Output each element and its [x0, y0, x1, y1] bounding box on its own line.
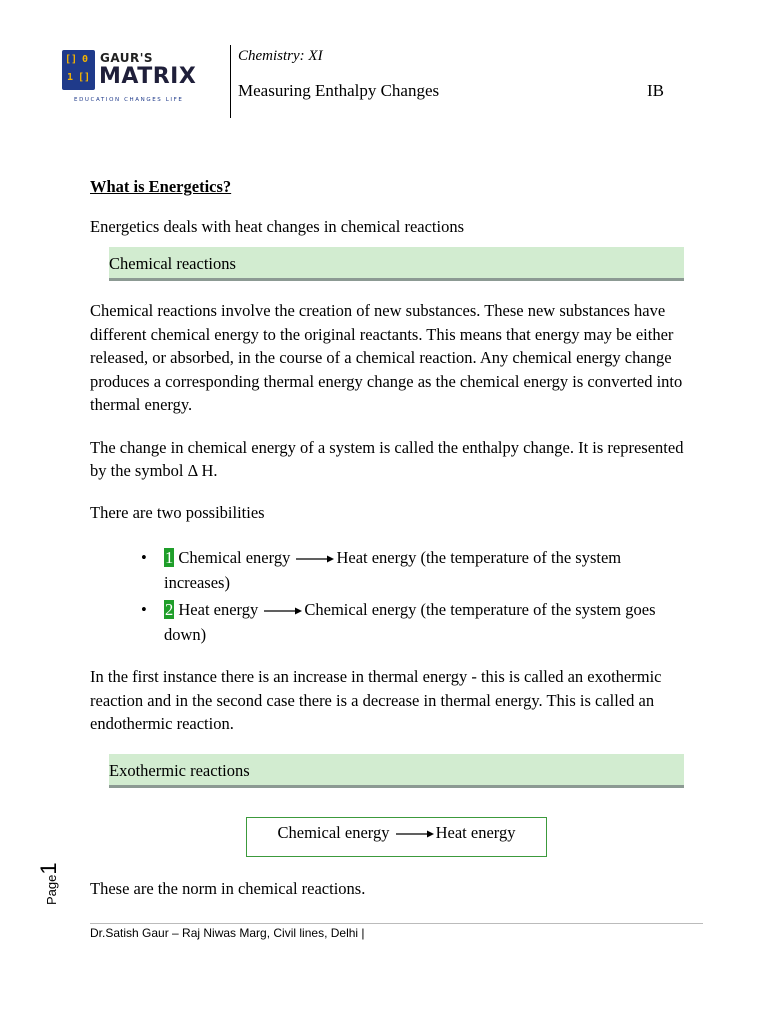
intro-paragraph: Energetics deals with heat changes in chemical reactions: [90, 216, 465, 236]
header-subject: Chemistry: XI: [238, 48, 323, 64]
possibilities-list: [90, 545, 690, 647]
section-bar-exothermic-reactions: [109, 754, 684, 788]
item-number-badge: 1: [165, 548, 174, 567]
page-word: Page: [44, 874, 59, 905]
item-number-badge: 2: [165, 600, 174, 619]
logo-cell: 0: [82, 54, 89, 65]
page-heading: What is Energetics?: [90, 177, 232, 196]
section-bar-chemical-reactions: [109, 247, 684, 281]
logo-cell: 1: [67, 72, 74, 83]
paragraph: There are two possibilities: [90, 502, 265, 522]
logo-brand-top: GAUR'S: [100, 51, 154, 65]
header-title: Measuring Enthalpy Changes: [238, 81, 440, 100]
document-body: [90, 175, 690, 788]
bullet-icon: •: [141, 548, 147, 567]
paragraph: The change in chemical energy of a system is called the enthalpy change. It is represented by the symbol Δ H.: [90, 437, 684, 480]
list-item: [90, 545, 690, 595]
equation-from: Chemical energy: [277, 823, 390, 842]
page-number: [36, 862, 62, 905]
list-item: [90, 597, 690, 647]
bullet-icon: •: [141, 600, 147, 619]
equation-box: [246, 817, 547, 857]
logo-brand-main: MATRIX: [99, 64, 197, 89]
section-title: Exothermic reactions: [109, 760, 250, 780]
header-divider: [230, 45, 231, 118]
header-level: IB: [647, 81, 664, 100]
equation-to: Heat energy: [435, 823, 516, 842]
arrow-right-icon: [396, 829, 434, 839]
arrow-right-icon: [296, 554, 334, 564]
paragraph: In the first instance there is an increase in thermal energy - this is called an exothermic reaction and in the second case there is a decrease in thermal energy. This is called an endothermic reaction.: [90, 667, 662, 733]
item-from: Chemical energy: [178, 548, 291, 567]
logo-cell: []: [78, 72, 91, 83]
section-title: Chemical reactions: [109, 254, 236, 273]
arrow-right-icon: [264, 606, 302, 616]
page-number-value: 1: [36, 862, 61, 875]
logo-mark-icon: [62, 50, 95, 90]
logo-cell: []: [65, 54, 78, 65]
item-to: Chemical energy (the temperature of the system goes down): [164, 600, 656, 644]
footer-text: Dr.Satish Gaur – Raj Niwas Marg, Civil lines, Delhi |: [90, 926, 365, 940]
item-to: Heat energy (the temperature of the system increases): [164, 548, 622, 592]
paragraph: Chemical reactions involve the creation of new substances. These new substances have different chemical energy to the original reactants. This means that energy may be either released, or absorbed, in the course of a chemical reaction. Any chemical energy change produces a corresponding thermal energy change as the chemical energy is converted into thermal energy.: [90, 301, 683, 414]
item-from: Heat energy: [178, 600, 259, 619]
paragraph: These are the norm in chemical reactions.: [90, 879, 366, 898]
logo: [62, 50, 212, 110]
logo-tagline: EDUCATION CHANGES LIFE: [74, 97, 184, 103]
footer-divider: [90, 923, 703, 924]
